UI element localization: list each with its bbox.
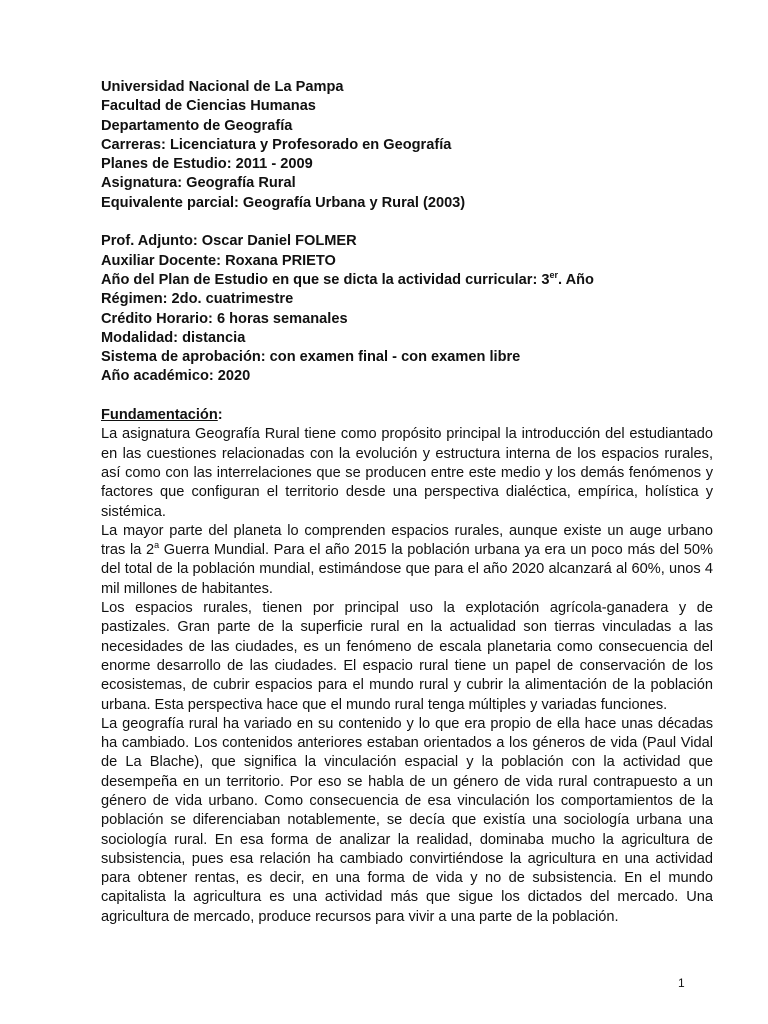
section-heading bbox=[101, 406, 713, 425]
plan-year-suffix: . Año bbox=[558, 271, 594, 288]
plan-year-prefix: Año del Plan de Estudio en que se dicta la actividad curricular: 3 bbox=[101, 271, 550, 288]
credit-line: Crédito Horario: 6 horas semanales bbox=[101, 310, 348, 327]
paragraph-1: La asignatura Geografía Rural tiene como propósito principal la introducción del estudiantado en las cuestiones relacionadas con la evolución y estructura interna de los espacios rurales, así como con las interrelaciones que se producen entre este medio y los demás fenómenos y factores que configuran el territorio desde una perspectiva dialéctica, empírica, holística y sistémica. bbox=[101, 426, 713, 520]
plan-year-superscript: er bbox=[549, 270, 558, 281]
section-title-colon: : bbox=[217, 407, 223, 424]
spacer bbox=[101, 213, 713, 232]
study-plans-line: Planes de Estudio: 2011 - 2009 bbox=[101, 156, 313, 173]
university-line: Universidad Nacional de La Pampa bbox=[101, 79, 344, 95]
modality-line: Modalidad: distancia bbox=[101, 329, 246, 346]
careers-line: Carreras: Licenciatura y Profesorado en Geografía bbox=[101, 136, 452, 153]
page-number: 1 bbox=[678, 976, 685, 990]
faculty-line: Facultad de Ciencias Humanas bbox=[101, 98, 316, 115]
course-info bbox=[101, 232, 713, 386]
paragraph-2-start: La mayor parte del planeta lo comprenden espacios rurales, aunque existe un auge urbano tras la 2 bbox=[101, 522, 713, 559]
paragraph-2 bbox=[101, 522, 713, 599]
adjunct-professor-line: Prof. Adjunto: Oscar Daniel FOLMER bbox=[101, 233, 357, 250]
subject-line: Asignatura: Geografía Rural bbox=[101, 175, 296, 192]
spacer bbox=[101, 387, 713, 406]
document-body bbox=[101, 78, 713, 927]
paragraph-3: Los espacios rurales, tienen por principal uso la explotación agrícola-ganadera y de pastizales. Gran parte de la superficie rural en la actualidad son tierras vinculadas a las necesidades de las ciudades, es un fenómeno de escala planetaria como consecuencia del enorme desarrollo de las ciudades. El espacio rural tiene un papel de conservación de los ecosistemas, de cubrir espacios para el mundo rural y cubrir la alimentación de la población urbana. Esta perspectiva hace que el mundo rural tenga múltiples y variadas funciones. bbox=[101, 600, 713, 713]
plan-year-line bbox=[101, 271, 713, 290]
department-line: Departamento de Geografía bbox=[101, 117, 293, 134]
paragraph-2-end: Guerra Mundial. Para el año 2015 la población urbana ya era un poco más del 50% del total de la población mundial, estimándose que para el año 2020 alcanzará al 60%, unos 4 mil millones de habitantes. bbox=[101, 542, 713, 597]
section-title-text: Fundamentación bbox=[101, 407, 218, 424]
equivalent-line: Equivalente parcial: Geografía Urbana y Rural (2003) bbox=[101, 194, 466, 211]
paragraph-2-superscript: a bbox=[154, 540, 160, 551]
institution-header bbox=[101, 78, 713, 213]
assistant-line: Auxiliar Docente: Roxana PRIETO bbox=[101, 252, 336, 269]
approval-line: Sistema de aprobación: con examen final - con examen libre bbox=[101, 349, 521, 366]
academic-year-line: Año académico: 2020 bbox=[101, 368, 251, 385]
paragraph-4: La geografía rural ha variado en su contenido y lo que era propio de ella hace unas décadas ha cambiado. Los contenidos anteriores estaban orientados a los géneros de vida (Paul Vidal de La Blache), que significa la vinculación espacial y la población con la actividad que desempeña en un territorio. Por eso se habla de un género de vida rural contrapuesto a un género de vida urbano. Como consecuencia de esa vinculación los comportamientos de la población se diferenciaban notablemente, se decía que existía una sociología urbana una sociología rural. En esa forma de analizar la realidad, dominaba mucho la agricultura de subsistencia, pues esa relación ha cambiado convirtiéndose la agricultura en una actividad para obtener rentas, es decir, en una forma de vida y no de subsistencia. En el mundo capitalista la agricultura es una actividad más que sigue los dictados del mercado. Una agricultura de mercado, produce recursos para vivir a una parte de la población. bbox=[101, 715, 713, 925]
regime-line: Régimen: 2do. cuatrimestre bbox=[101, 291, 294, 308]
